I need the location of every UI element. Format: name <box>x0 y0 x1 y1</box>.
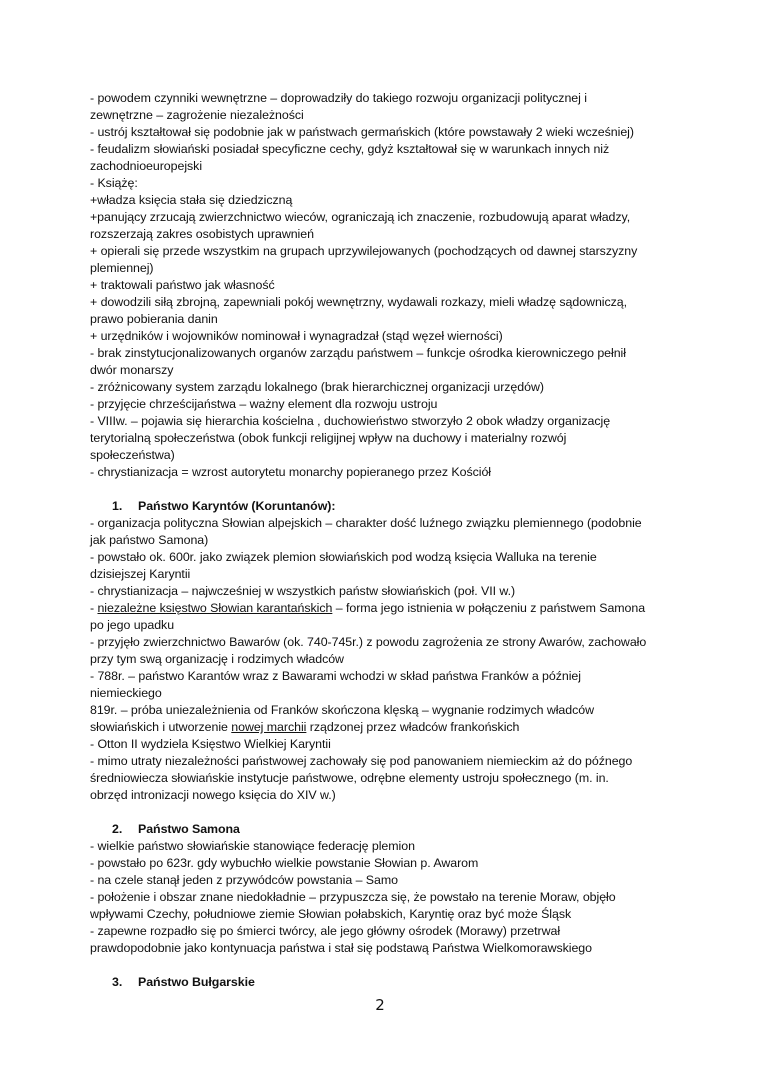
text-line: - przyjęcie chrześcijaństwa – ważny element dla rozwoju ustroju <box>90 397 438 411</box>
text-line: - powstało po 623r. gdy wybuchło wielkie powstanie Słowian p. Awarom <box>90 856 479 870</box>
text-line: 819r. – próba uniezależnienia od Franków skończona klęską – wygnanie rodzimych władców <box>90 703 595 717</box>
text-line: prawo pobierania danin <box>90 312 218 326</box>
section-heading <box>90 974 675 991</box>
section-title: Państwo Samona <box>138 822 240 836</box>
page-number: 2 <box>375 996 385 1014</box>
text-line: - 788r. – państwo Karantów wraz z Bawarami wchodzi w skład państwa Franków a później <box>90 669 581 683</box>
text-line: - położenie i obszar znane niedokładnie – przypuszcza się, że powstało na terenie Moraw, objęło <box>90 890 616 904</box>
text-line: wpływami Czechy, południowe ziemie Słowian połabskich, Karyntię oraz być może Śląsk <box>90 907 572 921</box>
text-line: średniowiecza słowiańskie instytucje państwowe, odrębne elementy ustroju społecznego (m. in. <box>90 771 609 785</box>
text-fragment: – forma jego istnienia w połączeniu z państwem Samona <box>332 601 646 615</box>
section-samona <box>90 821 675 957</box>
section-bulgarskie <box>90 974 675 991</box>
text-line: - VIIIw. – pojawia się hierarchia kościelna , duchowieństwo stworzyło 2 obok władzy organizację <box>90 414 611 428</box>
spacer <box>90 481 675 498</box>
section-number: 3. <box>112 975 123 989</box>
text-line: + opierali się przede wszystkim na grupach uprzywilejowanych (pochodzących od dawnej starszyzny <box>90 244 638 258</box>
text-line: po jego upadku <box>90 618 175 632</box>
text-line: + urzędników i wojowników nominował i wynagradzał (stąd węzeł wierności) <box>90 329 503 343</box>
underlined-term: niezależne księstwo Słowian karantańskich <box>97 601 333 615</box>
text-line: - mimo utraty niezależności państwowej zachowały się pod panowaniem niemieckim aż do późnego <box>90 754 633 768</box>
text-line: - na czele stanął jeden z przywódców powstania – Samo <box>90 873 398 887</box>
text-line: przy tym swą organizację i rodzimych władców <box>90 652 344 666</box>
text-line: dwór monarszy <box>90 363 174 377</box>
text-line: niemieckiego <box>90 686 162 700</box>
text-line: prawdopodobnie jako kontynuacja państwa i stał się podstawą Państwa Wielkomorawskiego <box>90 941 592 955</box>
text-line: dzisiejszej Karyntii <box>90 567 191 581</box>
text-line: - Książę: <box>90 176 138 190</box>
text-line: - Otton II wydziela Księstwo Wielkiej Karyntii <box>90 737 331 751</box>
text-line: - brak zinstytucjonalizowanych organów zarządu państwem – funkcje ośrodka kierowniczego pełnił <box>90 346 626 360</box>
text-line: - zapewne rozpadło się po śmierci twórcy, ale jego główny ośrodek (Morawy) przetrwał <box>90 924 561 938</box>
text-line: zachodnioeuropejski <box>90 159 203 173</box>
text-line: społeczeństwa) <box>90 448 175 462</box>
text-fragment: słowiańskich i utworzenie <box>90 720 232 734</box>
text-line: - przyjęło zwierzchnictwo Bawarów (ok. 740-745r.) z powodu zagrożenia ze strony Awarów, zachowało <box>90 635 647 649</box>
text-line: - powodem czynniki wewnętrzne – doprowadziły do takiego rozwoju organizacji politycznej i <box>90 91 587 105</box>
text-line: obrzęd intronizacji nowego księcia do XIV w.) <box>90 788 336 802</box>
intro-block <box>90 90 675 481</box>
underlined-term: nowej marchii <box>231 720 307 734</box>
section-karyntow <box>90 498 675 804</box>
text-line: - organizacja polityczna Słowian alpejskich – charakter dość luźnego związku plemiennego (podobnie <box>90 516 642 530</box>
spacer <box>90 957 675 974</box>
section-heading <box>90 821 675 838</box>
section-heading <box>90 498 675 515</box>
text-line: - chrystianizacja – najwcześniej w wszystkich państw słowiańskich (poł. VII w.) <box>90 584 516 598</box>
text-line: + traktowali państwo jak własność <box>90 278 275 292</box>
text-line <box>90 719 675 736</box>
text-line: - powstało ok. 600r. jako związek plemion słowiańskich pod wodzą księcia Walluka na terenie <box>90 550 597 564</box>
text-line: +panujący zrzucają zwierzchnictwo wieców, ograniczają ich znaczenie, rozbudowują aparat władzy, <box>90 210 631 224</box>
section-number: 2. <box>112 822 123 836</box>
section-title: Państwo Karyntów (Koruntanów): <box>138 499 336 513</box>
text-line: terytorialną społeczeństwa (obok funkcji religijnej wpływ na duchowy i materialny rozwój <box>90 431 567 445</box>
text-line: rozszerzają zakres osobistych uprawnień <box>90 227 314 241</box>
text-line: - zróżnicowany system zarządu lokalnego (brak hierarchicznej organizacji urzędów) <box>90 380 544 394</box>
text-line: - wielkie państwo słowiańskie stanowiące federację plemion <box>90 839 415 853</box>
text-line <box>90 600 675 617</box>
section-title: Państwo Bułgarskie <box>138 975 255 989</box>
text-line: jak państwo Samona) <box>90 533 209 547</box>
spacer <box>90 804 675 821</box>
text-line: + dowodzili siłą zbrojną, zapewniali pokój wewnętrzny, wydawali rozkazy, mieli władzę sądowniczą, <box>90 295 628 309</box>
page-content <box>90 90 675 991</box>
text-line: plemiennej) <box>90 261 154 275</box>
text-fragment: - <box>90 601 98 615</box>
text-line: +władza księcia stała się dziedziczną <box>90 193 293 207</box>
text-line: - chrystianizacja = wzrost autorytetu monarchy popieranego przez Kościół <box>90 465 492 479</box>
section-number: 1. <box>112 499 123 513</box>
text-line: zewnętrzne – zagrożenie niezależności <box>90 108 304 122</box>
text-line: - feudalizm słowiański posiadał specyficzne cechy, gdyż kształtował się w warunkach innych niż <box>90 142 610 156</box>
text-fragment: rządzonej przez władców frankońskich <box>306 720 520 734</box>
text-line: - ustrój kształtował się podobnie jak w państwach germańskich (które powstawały 2 wieki wcześniej) <box>90 125 634 139</box>
